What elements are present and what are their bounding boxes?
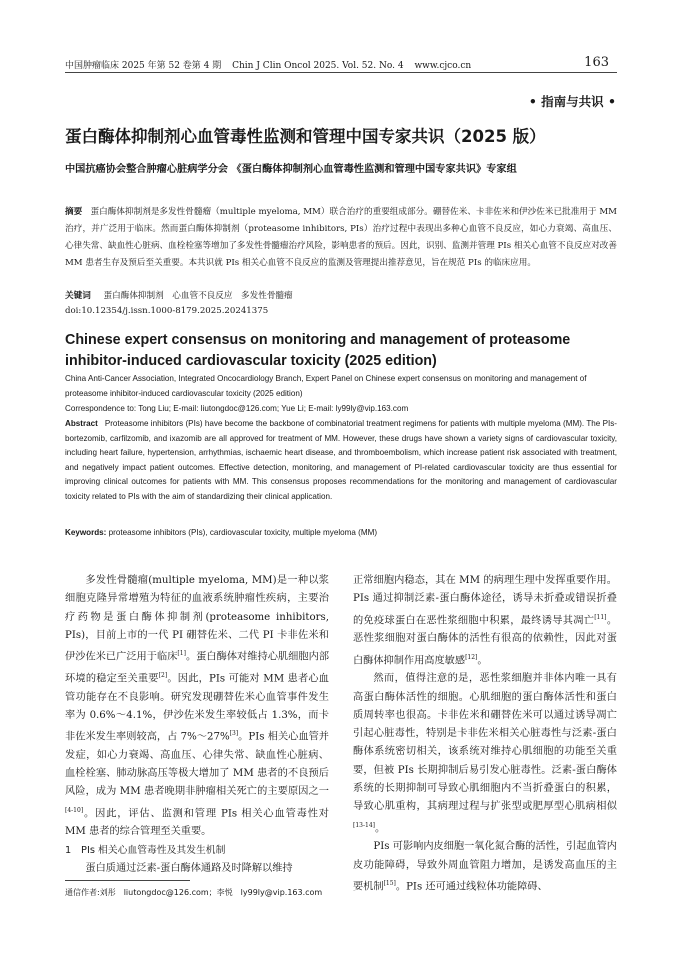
keywords-en-text: proteasome inhibitors (PIs), cardiovascular toxicity, multiple myeloma (MM) bbox=[108, 528, 378, 537]
running-header bbox=[65, 55, 617, 71]
header-rule bbox=[65, 72, 617, 73]
citation: [12] bbox=[465, 653, 478, 661]
footnote-correspondence: 通信作者:刘彤 liutongdoc@126.com；李悦 ly99ly@vip.163.com bbox=[65, 888, 323, 897]
footnote-rule bbox=[65, 880, 190, 881]
abstract-cn-text: 蛋白酶体抑制剂是多发性骨髓瘤（multiple myeloma, MM）联合治疗的重要组成部分。硼替佐米、卡非佐米和伊沙佐米已批准用于 MM 治疗，并广泛用于临床。然而蛋白酶体抑制剂（proteasome inhibitors, PIs）治疗过程中表现出多种心血管不良反应，如心力衰竭、高血压、心律失常、缺血性心脏病、血栓栓塞等增加了多发性骨髓瘤治疗风险，影响患者的预后。因此，识别、监测并管理 PIs 相关心血管不良反应对改善 MM 患者生存及预后至关重要。本共识就 PIs 相关心血管不良反应的监测及管理提出推荐意见，旨在规范 PIs 的临床应用。 bbox=[65, 207, 617, 268]
citation: [2] bbox=[158, 671, 168, 679]
body-paragraph: 蛋白质通过泛素-蛋白酶体通路及时降解以维持 bbox=[85, 863, 293, 875]
citation: [3] bbox=[229, 730, 239, 738]
body-column-right bbox=[353, 572, 617, 897]
body-column-left bbox=[65, 572, 329, 878]
body-paragraph: 正常细胞内稳态，其在 MM 的病理生理中发挥重要作用。PIs 通过抑制泛素-蛋白酶体途径，诱导未折叠或错误折叠的免疫球蛋白在恶性浆细胞中积累，最终诱导其凋亡[11]。恶性浆细胞对蛋白酶体的活性有很高的依赖性，因此对蛋白酶体抑制作用高度敏感[12]。 bbox=[353, 575, 618, 666]
abstract-en bbox=[65, 417, 617, 505]
abstract-en-label: Abstract bbox=[65, 419, 98, 428]
citation: [11] bbox=[594, 613, 607, 621]
keywords-cn bbox=[65, 289, 617, 301]
abstract-cn bbox=[65, 204, 617, 272]
section-label: • 指南与共识 • bbox=[528, 94, 616, 109]
page-number: 163 bbox=[584, 55, 609, 70]
body-paragraph: 多发性骨髓瘤(multiple myeloma, MM)是一种以浆细胞克隆异常增殖为特征的血液系统肿瘤性疾病，主要治疗药物是蛋白酶体抑制剂(proteasome inhibitors, PIs)，目前上市的一代 PI 硼替佐米、二代 PI 卡非佐米和伊沙佐米已广泛用于临床[1]。蛋白酶体对维持心肌细胞内部环境的稳定至关重要[2]。因此，PIs 可能对 MM 患者心血管功能存在不良影响。研究发现硼替佐米心血管事件发生率为 0.6%～4.1%，伊沙佐米发生率较低占 1.3%，而卡非佐米发生率则较高，占 7%～27%[3]。PIs 相关心血管并发症，如心力衰竭、高血压、心律失常、缺血性心脏病、血栓栓塞、肺动脉高压等极大增加了 MM 患者的不良预后风险，成为 MM 患者晚期非肿瘤相关死亡的主要原因之一[4-10]。因此，评估、监测和管理 PIs 相关心血管毒性对 MM 患者的综合管理至关重要。 bbox=[65, 575, 330, 838]
citation: [4-10] bbox=[65, 806, 84, 814]
citation: [15] bbox=[383, 879, 396, 887]
section-heading: 1 PIs 相关心血管毒性及其发生机制 bbox=[65, 844, 226, 856]
body-paragraph: PIs 可影响内皮细胞一氧化氮合酶的活性，引起血管内皮功能障碍，导致外周血管阻力增加，是诱发高血压的主要机制[15]。PIs 还可通过线粒体功能障碍、 bbox=[353, 841, 617, 893]
journal-name-en: Chin J Clin Oncol 2025. Vol. 52. No. 4 bbox=[232, 61, 404, 71]
body-paragraph: 然而，值得注意的是，恶性浆细胞并非体内唯一具有高蛋白酶体活性的细胞。心肌细胞的蛋白酶体活性和蛋白质周转率也很高。卡非佐米和硼替佐米可以通过诱导凋亡引起心脏毒性，特别是卡非佐米相关心脏毒性与泛素-蛋白酶体系统密切相关，该系统对维持心肌细胞的功能至关重要，但被 PIs 长期抑制后易引发心脏毒性。泛素-蛋白酶体系统的长期抑制可导致心肌细胞内不当折叠蛋白的积累，导致心肌重构，其病理过程与扩张型或肥厚型心肌病相似[13-14]。 bbox=[353, 673, 617, 835]
abstract-cn-label: 摘要 bbox=[65, 207, 83, 217]
correspondence-en: Correspondence to: Tong Liu; E-mail: liutongdoc@126.com; Yue Li; E-mail: ly99ly@vip.163.com bbox=[65, 404, 409, 413]
journal-website: www.cjco.cn bbox=[414, 61, 472, 71]
keywords-en-label: Keywords: bbox=[65, 528, 107, 537]
journal-name-cn: 中国肿瘤临床 2025 年第 52 卷第 4 期 bbox=[65, 61, 222, 71]
citation: [13-14] bbox=[353, 821, 375, 829]
keywords-en bbox=[65, 526, 617, 541]
doi: doi:10.12354/j.issn.1000-8179.2025.20241375 bbox=[65, 306, 269, 316]
authors-cn: 中国抗癌协会整合肿瘤心脏病学分会 《蛋白酶体抑制剂心血管毒性监测和管理中国专家共识》专家组 bbox=[65, 164, 517, 175]
keywords-cn-label: 关键词 bbox=[65, 291, 91, 301]
authors-en: China Anti-Cancer Association, Integrated Oncocardiology Branch, Expert Panel on Chinese expert consensus on monitoring and management of proteasome inhibitor-induced cardiovascular toxicity (2025 edition) bbox=[65, 374, 587, 398]
title-en: Chinese expert consensus on monitoring and management of proteasome inhibitor-induced cardiovascular toxicity (2025 edition) bbox=[65, 332, 571, 369]
citation: [1] bbox=[177, 650, 186, 658]
title-cn: 蛋白酶体抑制剂心血管毒性监测和管理中国专家共识（2025 版） bbox=[65, 127, 546, 146]
keywords-cn-text: 蛋白酶体抑制剂 心血管不良反应 多发性骨髓瘤 bbox=[103, 291, 293, 301]
abstract-en-text: Proteasome inhibitors (PIs) have become the backbone of combinatorial treatment regimens for patients with multiple myeloma (MM). The PIs-bortezomib, carfilzomib, and ixazomib are all approved for treatment of MM. However, these drugs have shown a variety signs of cardiovascular toxicity, including heart failure, hypertension, arrhythmias, ischaemic heart disease, and thromboembolism, which increase patient risk associated with treatment, and negatively impact patient outcomes. Effective detection, monitoring, and management of PI-related cardiovascular toxicity are thus essential for improving clinical outcomes for patients with MM. This consensus proposes recommendations for the monitoring and management of cardiovascular toxicity related to PIs with the aim of standardizing their clinical application. bbox=[65, 419, 617, 501]
